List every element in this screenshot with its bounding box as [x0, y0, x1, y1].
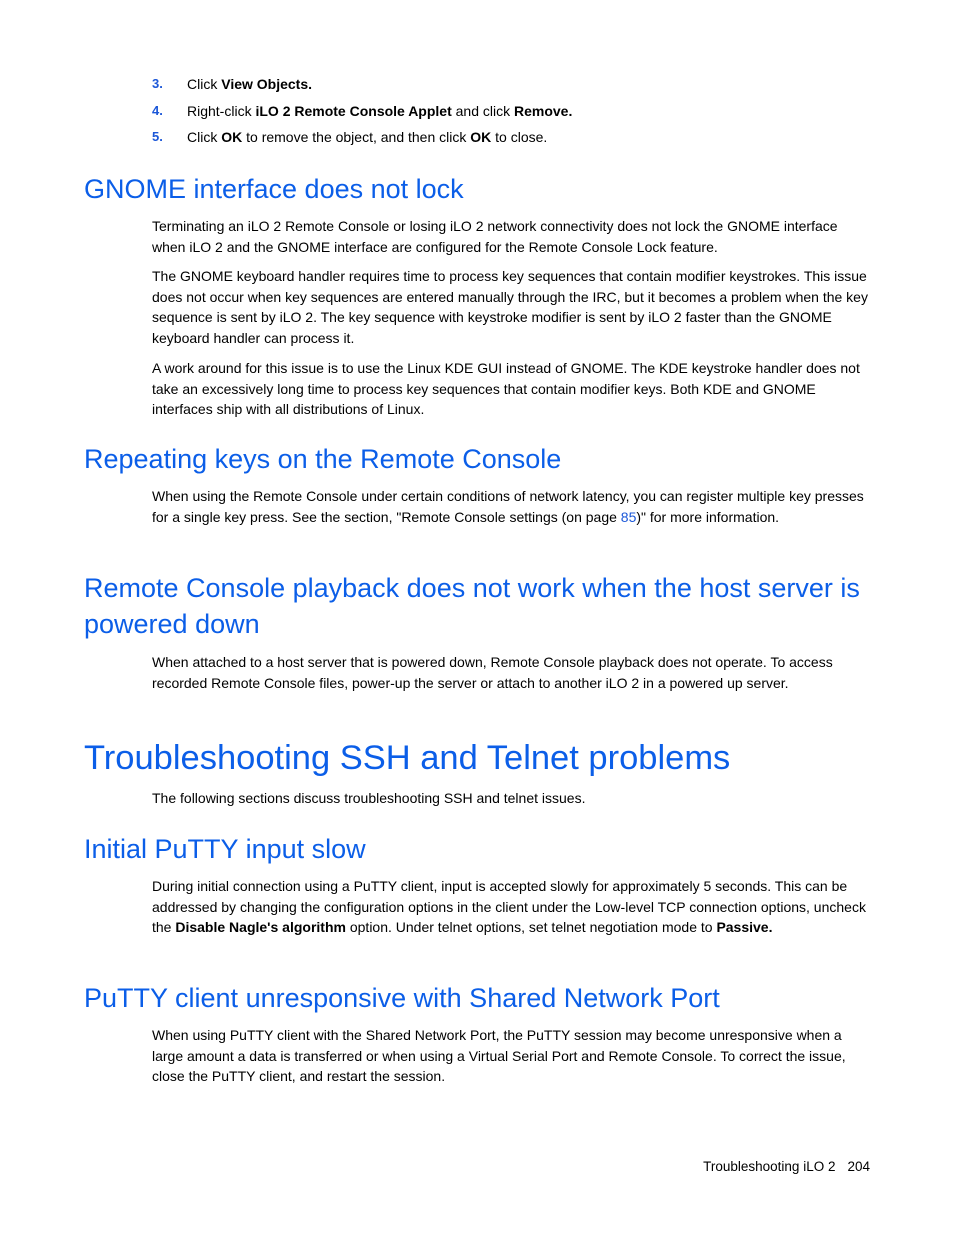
heading-playback: Remote Console playback does not work when the host server is powered down — [84, 573, 860, 639]
paragraph: When using PuTTY client with the Shared Network Port, the PuTTY session may become unresponsive when a large amount a data is transferred or when using a Virtual Serial Port and Remote Console. To correct the issue, close the PuTTY client, and restart the session. — [152, 1027, 846, 1084]
paragraph: When using the Remote Console under certain conditions of network latency, you can register multiple key presses for a single key press. See the section, "Remote Console settings (on page 85)" for more information. — [152, 488, 864, 525]
paragraph: When attached to a host server that is powered down, Remote Console playback does not operate. To access recorded Remote Console files, power-up the server or attach to another iLO 2 in a powered up server. — [152, 654, 833, 691]
step-item — [152, 128, 872, 146]
step-number: 5. — [152, 129, 163, 144]
paragraph: The GNOME keyboard handler requires time to process key sequences that contain modifier keystrokes. This issue does not occur when key sequences are entered manually through the IRC, but it becomes a problem when the key sequence is sent by iLO 2. The key sequence with keystroke modifier is sent by iLO 2 faster than the GNOME keyboard handler can process it. — [152, 268, 868, 346]
step-number: 3. — [152, 76, 163, 91]
page-link[interactable]: 85 — [620, 508, 637, 525]
paragraph: During initial connection using a PuTTY client, input is accepted slowly for approximately 5 seconds. This can be addressed by changing the configuration options in the client under the Low-level TCP connection options, uncheck the Disable Nagle's algorithm option. Under telnet options, set telnet negotiation mode to Passive. — [152, 878, 866, 935]
step-list — [152, 75, 872, 155]
heading-repeating-keys: Repeating keys on the Remote Console — [84, 444, 562, 474]
heading-ssh-telnet: Troubleshooting SSH and Telnet problems — [84, 739, 731, 777]
heading-putty-unresponsive: PuTTY client unresponsive with Shared Network Port — [84, 983, 720, 1013]
footer-chapter: Troubleshooting iLO 2 — [703, 1159, 836, 1174]
page-footer — [703, 1158, 870, 1176]
heading-gnome: GNOME interface does not lock — [84, 174, 464, 204]
page-number: 204 — [847, 1159, 870, 1174]
step-text: Right-click iLO 2 Remote Console Applet and click Remove. — [187, 102, 573, 119]
heading-putty-slow: Initial PuTTY input slow — [84, 834, 366, 864]
step-text: Click View Objects. — [187, 76, 313, 92]
step-text: Click OK to remove the object, and then click OK to close. — [187, 129, 548, 145]
step-item — [152, 102, 872, 120]
paragraph: Terminating an iLO 2 Remote Console or losing iLO 2 network connectivity does not lock the GNOME interface when iLO 2 and the GNOME interface are configured for the Remote Console Lock feature. — [152, 218, 838, 255]
paragraph: The following sections discuss troubleshooting SSH and telnet issues. — [152, 790, 586, 806]
step-item — [152, 75, 872, 93]
step-number: 4. — [152, 102, 163, 118]
paragraph: A work around for this issue is to use the Linux KDE GUI instead of GNOME. The KDE keystroke handler does not take an excessively long time to process key sequences that contain modifier keys. Both KDE and GNOME interfaces ship with all distributions of Linux. — [152, 360, 860, 417]
